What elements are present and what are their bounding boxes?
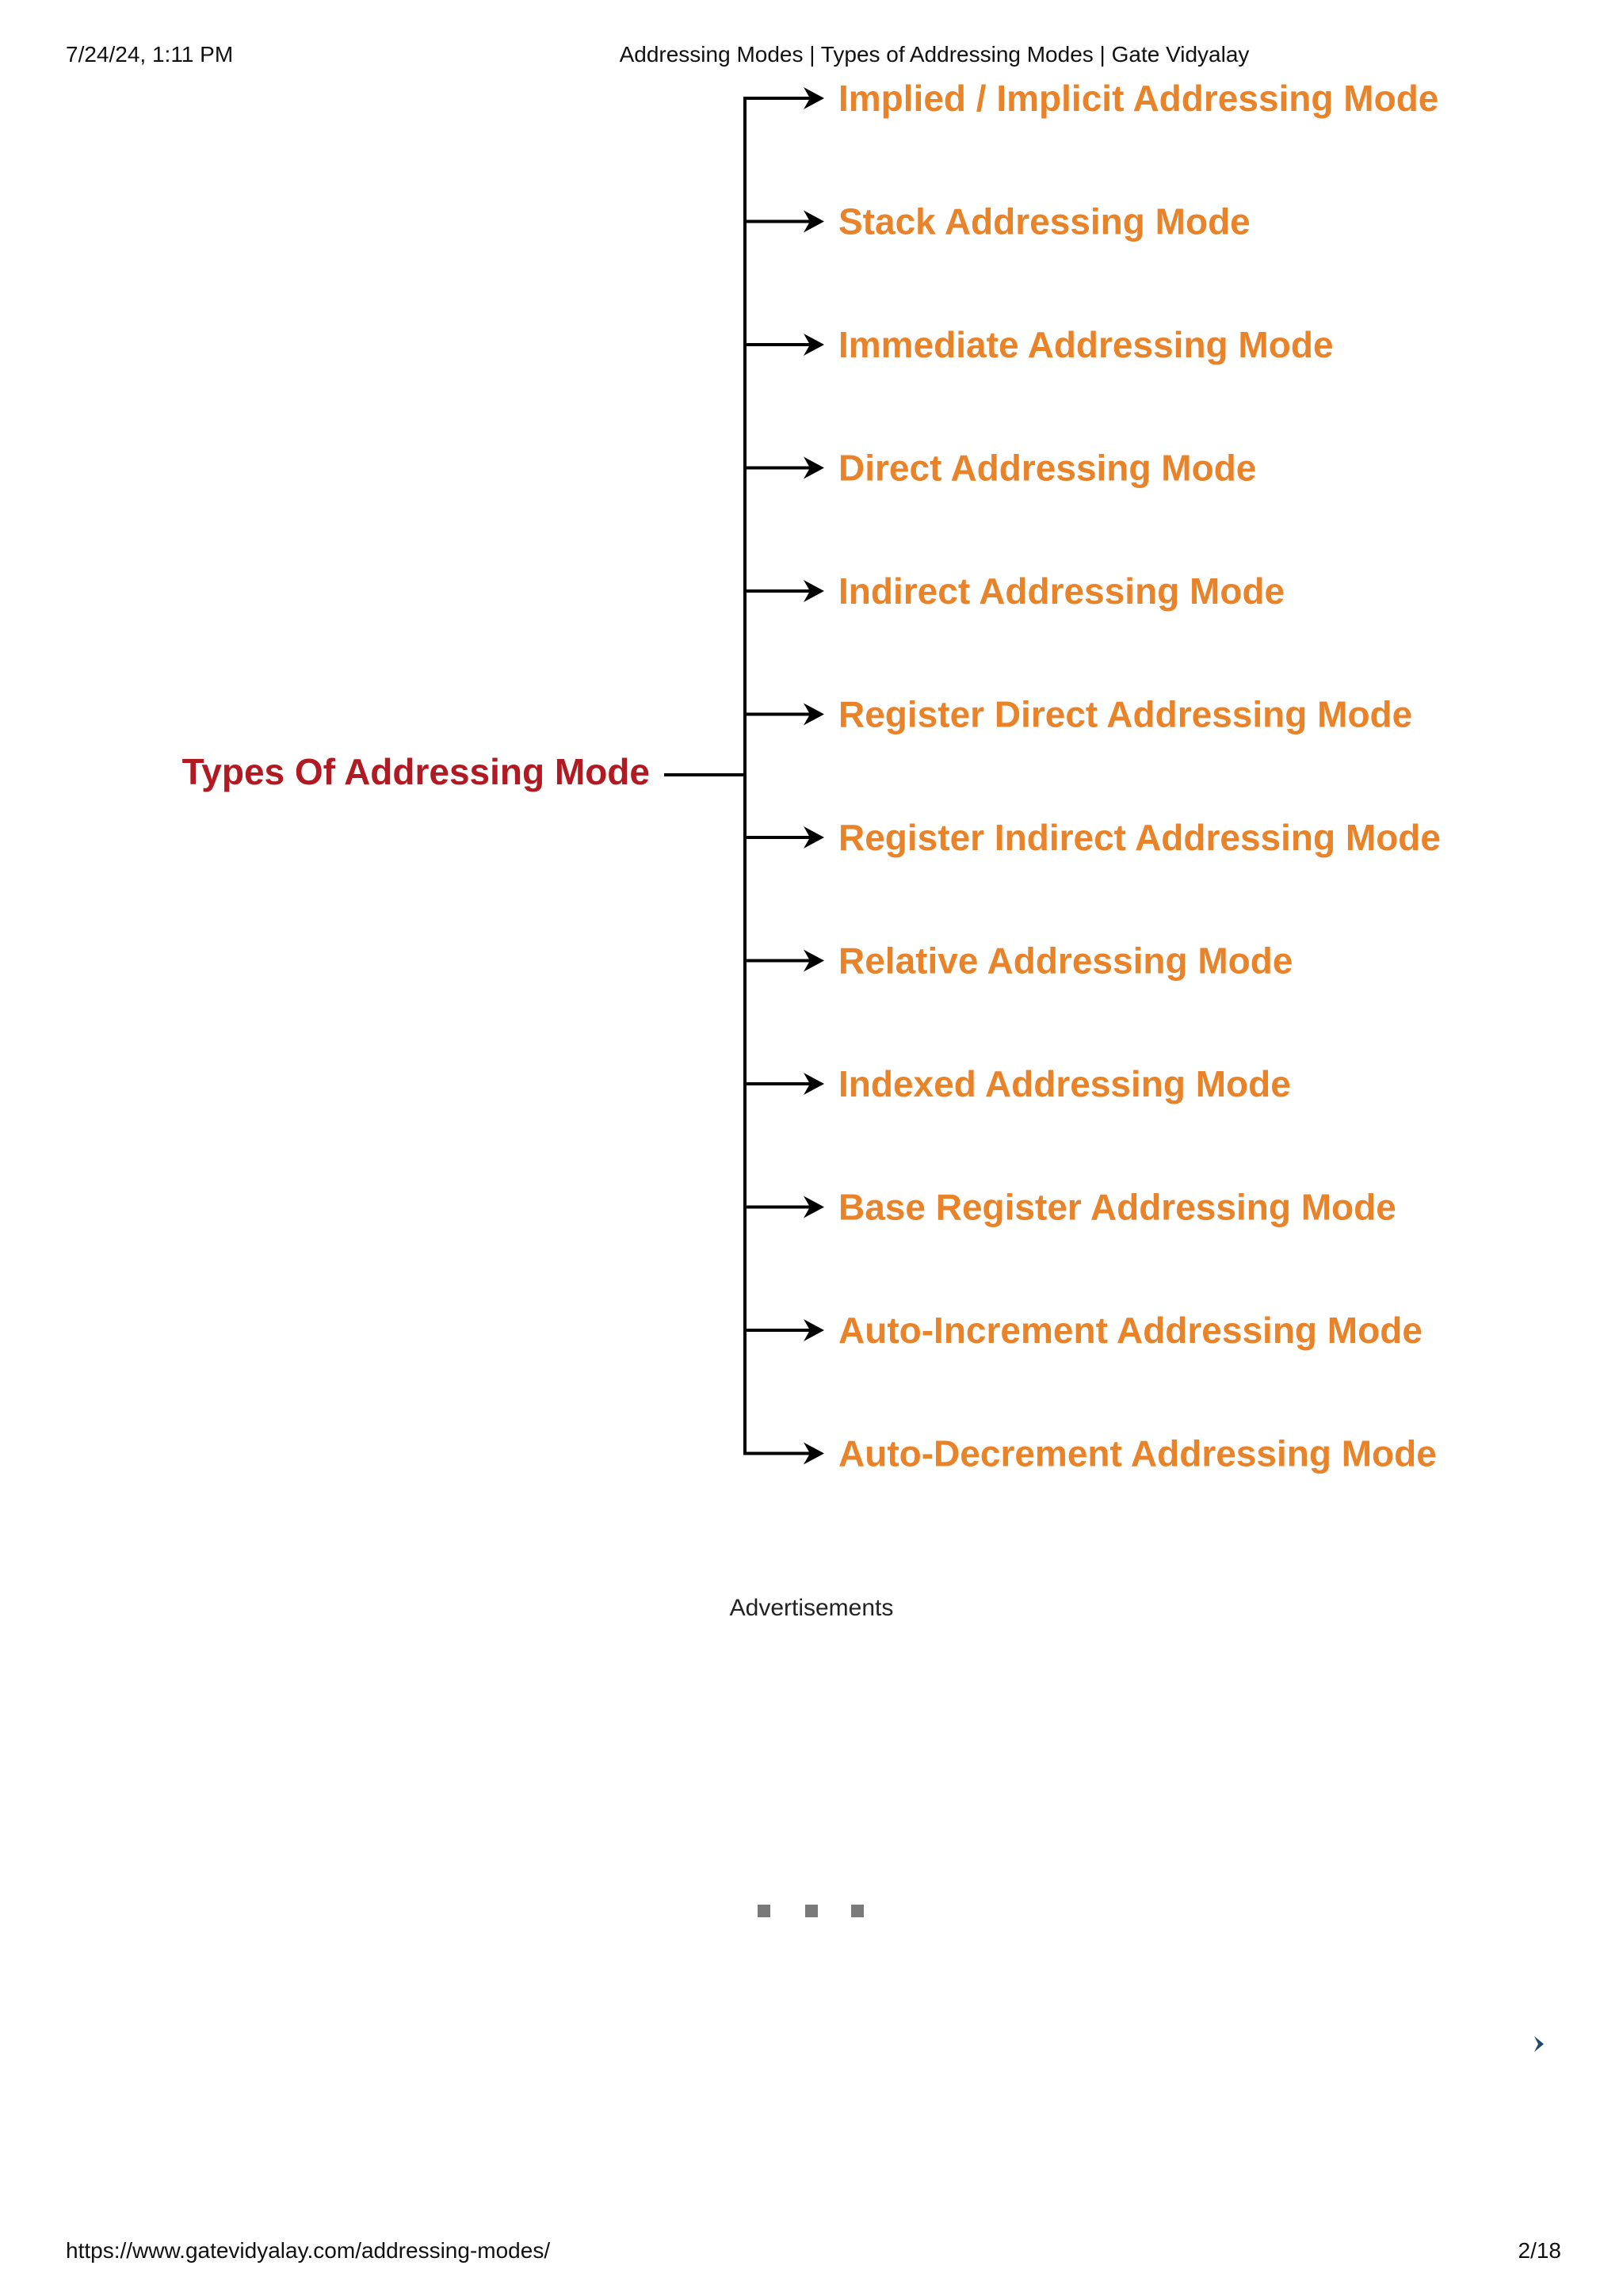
branch-label: Relative Addressing Mode (838, 940, 1293, 982)
diagram-root-label: Types Of Addressing Mode (181, 751, 650, 792)
print-header-title: Addressing Modes | Types of Addressing Modes | Gate Vidyalay (619, 42, 1250, 67)
branch-label: Auto-Decrement Addressing Mode (838, 1432, 1437, 1474)
print-footer-url: https://www.gatevidyalay.com/addressing-modes/ (66, 2238, 551, 2263)
branch-label: Register Direct Addressing Mode (838, 693, 1413, 735)
branch-label: Stack Addressing Mode (838, 200, 1251, 242)
branch-label: Immediate Addressing Mode (838, 324, 1334, 365)
print-header-date: 7/24/24, 1:11 PM (66, 42, 234, 67)
loading-dot (758, 1905, 770, 1917)
branch-label: Base Register Addressing Mode (838, 1186, 1396, 1228)
loading-dot (805, 1905, 818, 1917)
branch-label: Indirect Addressing Mode (838, 570, 1285, 612)
branch-label: Indexed Addressing Mode (838, 1063, 1291, 1104)
chevron-right-icon[interactable] (1529, 2033, 1552, 2055)
diagram-connectors (664, 87, 824, 1465)
ad-loading-indicator (758, 1905, 869, 1920)
print-footer-page-number: 2/18 (1518, 2238, 1561, 2263)
branch-label: Auto-Increment Addressing Mode (838, 1310, 1423, 1351)
loading-dot (851, 1905, 864, 1917)
diagram-branches (838, 78, 1441, 1474)
advertisements-label: Advertisements (729, 1595, 894, 1621)
branch-label: Implied / Implicit Addressing Mode (838, 78, 1439, 119)
branch-label: Direct Addressing Mode (838, 447, 1257, 489)
branch-label: Register Indirect Addressing Mode (838, 817, 1441, 858)
